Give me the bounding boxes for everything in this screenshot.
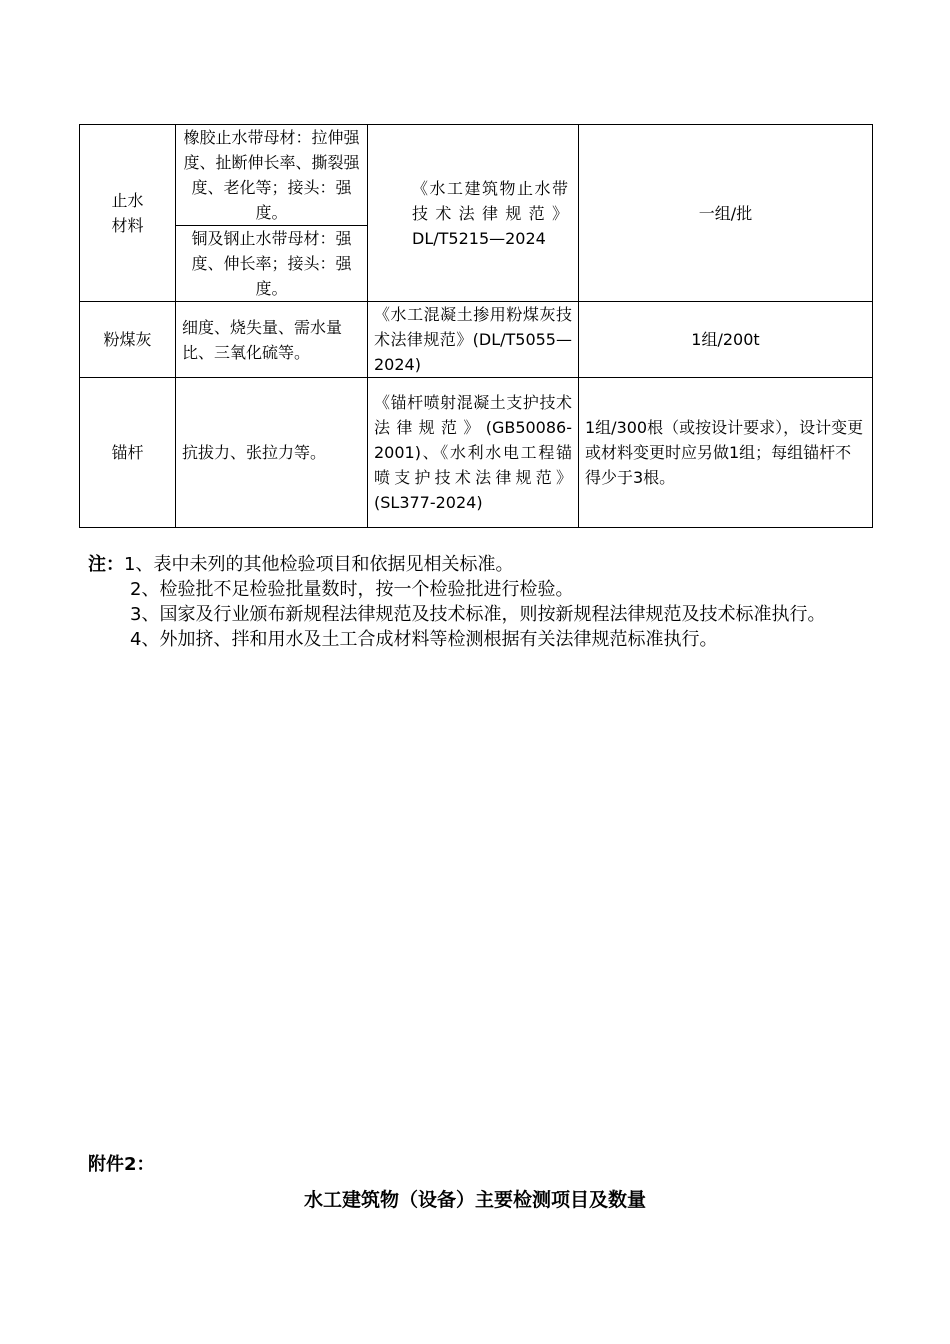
standard-cell: 《锚杆喷射混凝土支护技术法律规范》(GB50086-2001)、《水利水电工程锚喷支护技术法律规范》(SL377-2024) xyxy=(368,378,579,528)
quantity-cell: 1组/300根（或按设计要求），设计变更或材料变更时应另做1组；每组锚杆不得少于3根。 xyxy=(579,378,873,528)
note-2: 2、检验批不足检验批量数时，按一个检验批进行检验。 xyxy=(130,579,574,600)
item-cell: 铜及钢止水带母材：强度、伸长率；接头：强度。 xyxy=(176,226,368,302)
table-row xyxy=(80,378,873,528)
table-row xyxy=(80,125,873,226)
inspection-table xyxy=(79,124,873,528)
item-cell: 细度、烧失量、需水量比、三氧化硫等。 xyxy=(176,302,368,378)
note-1-text: 1、表中未列的其他检验项目和依据见相关标准。 xyxy=(124,554,514,575)
note-3: 3、国家及行业颁布新规程法律规范及技术标准，则按新规程法律规范及技术标准执行。 xyxy=(130,604,826,625)
attachment-label: 附件2： xyxy=(88,1154,155,1175)
item-cell: 橡胶止水带母材：拉伸强度、扯断伸长率、撕裂强度、老化等；接头：强度。 xyxy=(176,125,368,226)
document-title: 水工建筑物（设备）主要检测项目及数量 xyxy=(303,1189,646,1211)
material-cell: 止水 材料 xyxy=(80,125,176,302)
quantity-cell: 1组/200t xyxy=(579,302,873,378)
quantity-cell: 一组/批 xyxy=(579,125,873,302)
note-4: 4、外加挤、拌和用水及土工合成材料等检测根据有关法律规范标准执行。 xyxy=(130,629,718,650)
material-cell: 粉煤灰 xyxy=(80,302,176,378)
standard-cell: 《水工混凝土掺用粉煤灰技术法律规范》(DL/T5055—2024) xyxy=(368,302,579,378)
item-cell: 抗拔力、张拉力等。 xyxy=(176,378,368,528)
notes-label: 注： xyxy=(88,554,124,575)
table-row xyxy=(80,302,873,378)
standard-cell: 《水工建筑物止水带技术法律规范》DL/T5215—2024 xyxy=(368,125,579,302)
notes-section xyxy=(88,552,868,652)
material-cell: 锚杆 xyxy=(80,378,176,528)
note-1 xyxy=(88,552,868,577)
